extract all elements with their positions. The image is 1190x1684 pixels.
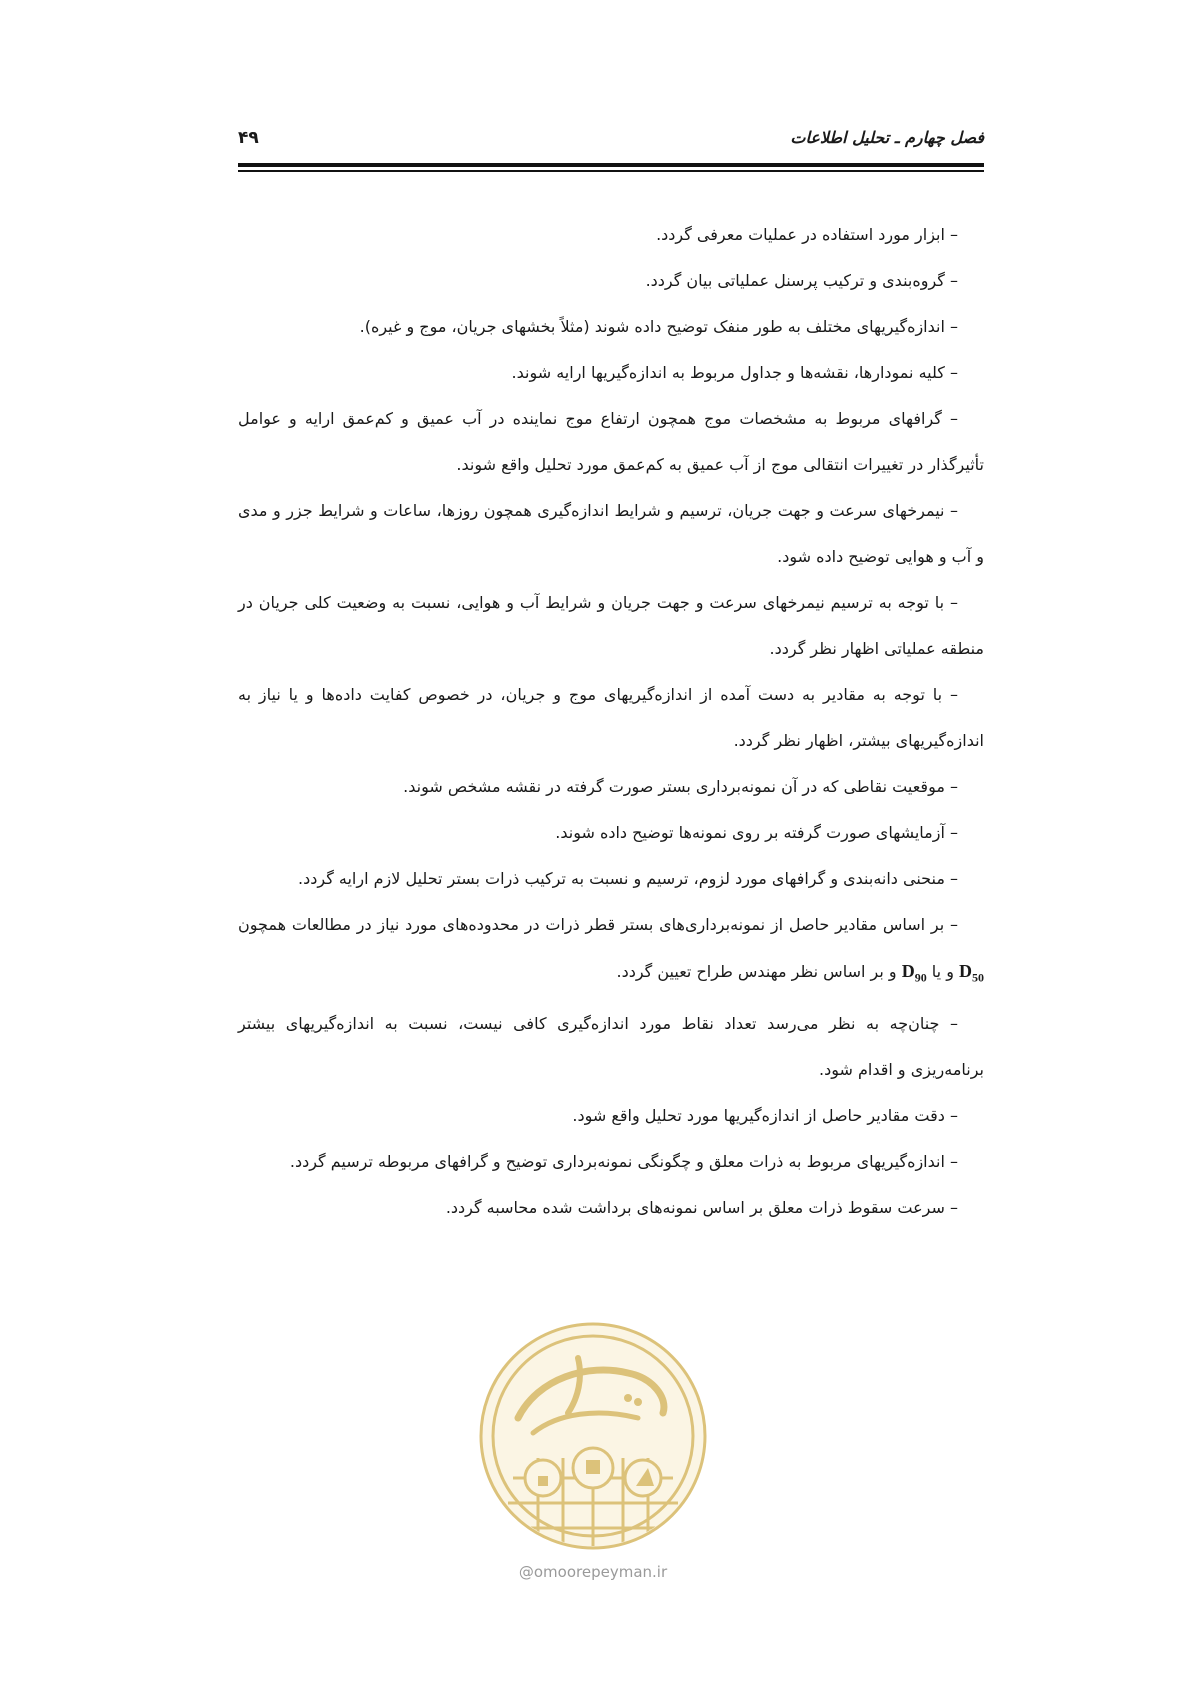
bullet-paragraph: – موقعیت نقاطی که در آن نمونه‌برداری بستر صورت گرفته در نقشه مشخص شوند.	[403, 777, 958, 796]
page-number: ۴۹	[238, 128, 259, 148]
bullet-paragraph: – با توجه به ترسیم نیمرخهای سرعت و جهت جریان و شرایط آب و هوایی، نسبت به وضعیت کلی جریان در منطقه عملیاتی اظهار نظر گردد.	[238, 593, 984, 658]
d90-symbol	[901, 961, 927, 985]
d90-subscript: 90	[914, 970, 927, 985]
watermark-caption: @omoorepeyman.ir	[518, 1563, 668, 1581]
watermark-logo	[478, 1318, 708, 1558]
bullet-paragraph: – چنان‌چه به نظر می‌رسد تعداد نقاط مورد اندازه‌گیری کافی نیست، نسبت به اندازه‌گیریهای بیشتر برنامه‌ریزی و اقدام شود.	[238, 1013, 984, 1079]
header-rule-thick	[238, 163, 984, 167]
watermark-logo-graphic	[478, 1318, 708, 1558]
particle-size-paragraph	[238, 902, 984, 1001]
bullet-paragraph: – ابزار مورد استفاده در عملیات معرفی گردد.	[656, 225, 958, 244]
bullet-paragraph: – گروه‌بندی و ترکیب پرسنل عملیاتی بیان گردد.	[645, 271, 958, 290]
bullet-paragraph: – نیمرخهای سرعت و جهت جریان، ترسیم و شرایط اندازه‌گیری همچون روزها، ساعات و شرایط جزر و مدی و آب و هوایی توضیح داده شود.	[238, 501, 984, 566]
particle-size-text-start: – بر اساس مقادیر حاصل از نمونه‌برداری‌های بستر قطر ذرات در محدوده‌های مورد نیاز در مطالعات همچون	[238, 915, 958, 934]
chapter-title: فصل چهارم ـ تحلیل اطلاعات	[790, 128, 984, 147]
bullet-paragraph: – دقت مقادیر حاصل از اندازه‌گیریها مورد تحلیل واقع شود.	[572, 1105, 958, 1125]
bullet-paragraph: – آزمایشهای صورت گرفته بر روی نمونه‌ها توضیح داده شوند.	[555, 823, 958, 842]
body-text	[238, 212, 984, 1231]
d90-letter: D	[901, 961, 915, 981]
bullet-paragraph: – اندازه‌گیریهای مختلف به طور منفک توضیح داده شوند (مثلاً بخشهای جریان، موج و غیره).	[359, 317, 958, 336]
particle-size-text-end: و بر اساس نظر مهندس طراح تعیین گردد.	[616, 962, 902, 981]
d50-subscript: 50	[972, 970, 984, 985]
bullet-paragraph: – منحنی دانه‌بندی و گرافهای مورد لزوم، ترسیم و نسبت به ترکیب ذرات بستر تحلیل لازم ارایه گردد.	[298, 869, 958, 888]
bullet-paragraph: – گرافهای مربوط به مشخصات موج همچون ارتفاع موج نماینده در آب عمیق و کم‌عمق ارایه و عوامل تأثیرگذار در تغییرات انتقالی موج از آب عمیق به کم‌عمق مورد تحلیل واقع شوند.	[238, 409, 984, 474]
d50-letter: D	[959, 961, 972, 981]
bullet-paragraph: – با توجه به مقادیر به دست آمده از اندازه‌گیریهای موج و جریان، در خصوص کفایت داده‌ها و یا نیاز به اندازه‌گیریهای بیشتر، اظهار نظر گردد.	[238, 685, 984, 750]
header-rule-thin	[238, 170, 984, 172]
bullet-paragraph: – اندازه‌گیریهای مربوط به ذرات معلق و چگونگی نمونه‌برداری توضیح و گرافهای مربوطه ترسیم گردد.	[289, 1151, 958, 1171]
bullet-paragraph: – کلیه نمودارها، نقشه‌ها و جداول مربوط به اندازه‌گیریها ارایه شوند.	[511, 363, 958, 382]
d50-symbol	[959, 961, 984, 985]
page-header	[238, 120, 984, 156]
particle-size-text-middle: و یا	[926, 962, 959, 981]
bullet-paragraph: – سرعت سقوط ذرات معلق بر اساس نمونه‌های برداشت شده محاسبه گردد.	[445, 1197, 958, 1217]
